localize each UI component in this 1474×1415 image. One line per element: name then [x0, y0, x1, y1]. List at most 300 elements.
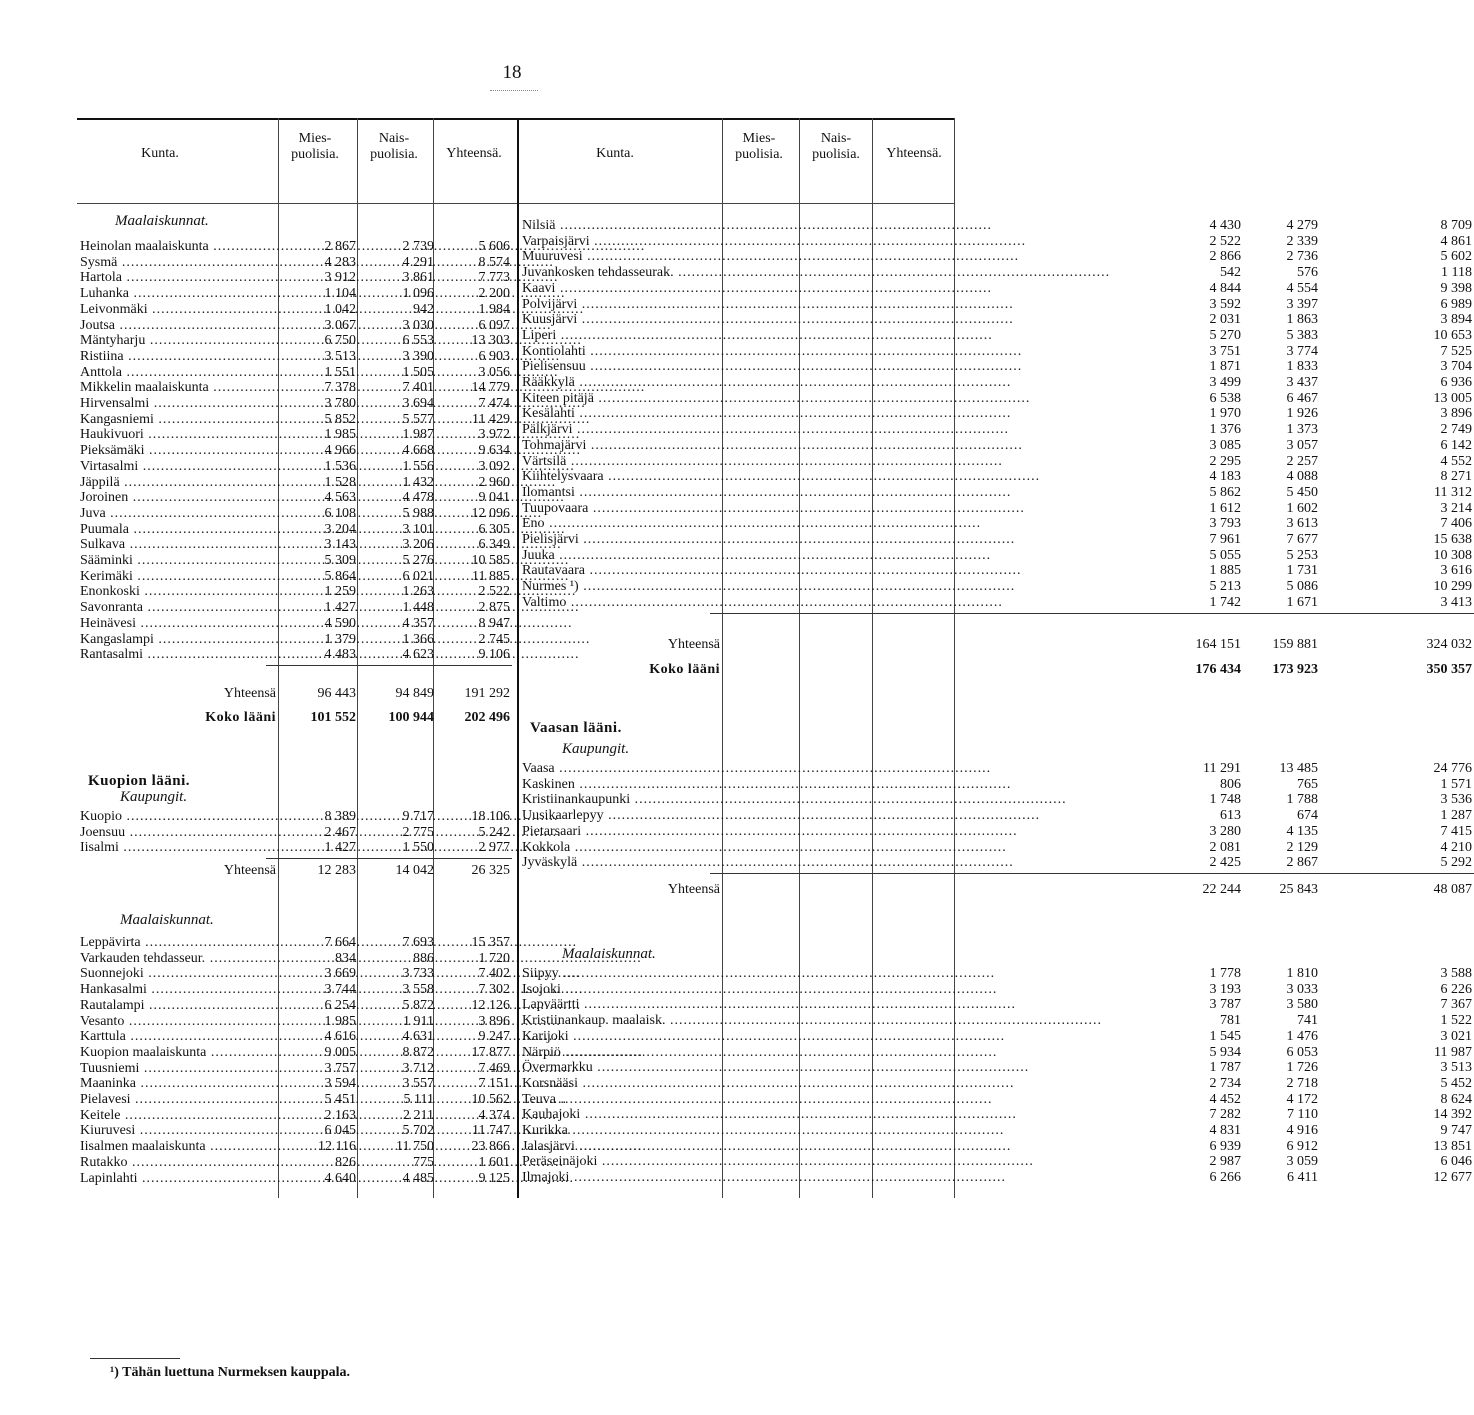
- male-count: 5 852: [324, 411, 356, 427]
- municipality-name: Rutakko .....: [80, 1155, 276, 1170]
- page-number-rule: [490, 90, 538, 91]
- table-row: [522, 1107, 1472, 1123]
- male-count: 1 042: [324, 301, 356, 317]
- table-row: [522, 1028, 1472, 1044]
- total-count: 4 861: [1440, 233, 1472, 249]
- municipality-name: Yhteensä: [667, 637, 720, 652]
- table-row: [80, 840, 515, 855]
- female-count: 4 478: [402, 490, 434, 506]
- female-count: 5 577: [402, 411, 434, 427]
- municipality-name: Kurikka .....: [522, 1123, 720, 1138]
- table-row: [522, 997, 1472, 1013]
- municipality-name: Pielisensuu .....: [522, 359, 720, 374]
- table-row: [522, 1044, 1472, 1060]
- footnote: ¹) Tähän luettuna Nurmeksen kauppala.: [110, 1365, 351, 1380]
- table-row: [522, 1013, 1472, 1029]
- table-row: [522, 280, 1472, 296]
- total-count: 6 989: [1440, 296, 1472, 312]
- total-count: 3 896: [1440, 406, 1472, 422]
- female-count: 1 833: [1286, 359, 1318, 375]
- municipality-name: Kokkola .....: [522, 840, 720, 855]
- total-count: 11 312: [1434, 484, 1472, 500]
- male-count: 3 592: [1209, 296, 1241, 312]
- male-count: 4 283: [324, 254, 356, 270]
- total-count: 3 536: [1440, 792, 1472, 808]
- female-count: 3 733: [402, 966, 434, 982]
- male-count: 4 183: [1209, 469, 1241, 485]
- section-heading: Kuopion lääni.: [88, 773, 191, 789]
- total-count: 202 496: [464, 710, 510, 725]
- total-count: 6 349: [478, 537, 510, 553]
- male-count: 834: [335, 950, 356, 966]
- right-header-kunta: Kunta.: [596, 146, 634, 161]
- total-count: 5 292: [1440, 855, 1472, 871]
- male-count: 826: [335, 1154, 356, 1170]
- total-count: 1 571: [1440, 776, 1472, 792]
- table-row: [80, 616, 515, 631]
- total-count: 10 308: [1433, 547, 1472, 563]
- table-row: [522, 312, 1472, 328]
- table-row: [522, 1091, 1472, 1107]
- total-row: [522, 882, 1472, 897]
- municipality-name: Rantasalmi .....: [80, 647, 276, 662]
- male-count: 3 499: [1209, 375, 1241, 390]
- male-count: 7 378: [324, 380, 356, 396]
- total-count: 1 287: [1440, 808, 1472, 824]
- right-header-miehet: Mies- puolisia.: [735, 131, 783, 162]
- total-count: 3 513: [1440, 1060, 1472, 1076]
- female-count: 4 485: [402, 1170, 434, 1186]
- table-row: [80, 239, 515, 254]
- table-row: [80, 537, 515, 552]
- female-count: 1 863: [1286, 312, 1318, 328]
- table-row: [522, 375, 1472, 390]
- female-count: 4 623: [402, 647, 434, 663]
- total-count: 1 984: [478, 301, 510, 317]
- municipality-name: Hirvensalmi .....: [80, 396, 276, 411]
- municipality-name: Övermarkku .....: [522, 1060, 720, 1075]
- male-count: 5 862: [1209, 484, 1241, 500]
- table-row: [80, 412, 515, 427]
- female-count: 5 702: [402, 1123, 434, 1139]
- male-count: 2 467: [324, 824, 356, 840]
- female-count: 576: [1297, 265, 1318, 281]
- total-count: 17 877: [471, 1044, 510, 1060]
- female-count: 4 554: [1286, 280, 1318, 296]
- male-count: 6 045: [324, 1123, 356, 1139]
- total-count: 9 247: [478, 1029, 510, 1045]
- table-row: [522, 1154, 1472, 1170]
- municipality-name: Mikkelin maalaiskunta .....: [80, 380, 276, 395]
- left-header-miehet: Mies- puolisia.: [291, 131, 339, 162]
- male-count: 806: [1220, 776, 1241, 792]
- municipality-name: Uusikaarlepyy .....: [522, 808, 720, 823]
- left-header-yhteensa: Yhteensä.: [446, 146, 502, 161]
- female-count: 1 731: [1286, 563, 1318, 579]
- table-row: [80, 1155, 515, 1170]
- female-count: 3 557: [402, 1076, 434, 1092]
- male-count: 22 244: [1202, 882, 1241, 897]
- table-row: [522, 390, 1472, 406]
- female-count: 1 476: [1286, 1028, 1318, 1044]
- municipality-name: Peräseinäjoki .....: [522, 1154, 720, 1169]
- table-row: [80, 998, 515, 1013]
- female-count: 3 558: [402, 982, 434, 998]
- male-count: 4 430: [1209, 218, 1241, 233]
- male-count: 1 778: [1209, 966, 1241, 981]
- municipality-name: Ristiina .....: [80, 349, 276, 364]
- female-count: 1 911: [403, 1013, 434, 1029]
- municipality-name: Anttola .....: [80, 365, 276, 380]
- female-count: 2 339: [1286, 233, 1318, 249]
- total-count: 6 936: [1440, 375, 1472, 390]
- section-title: Kaupungit.: [120, 789, 188, 805]
- municipality-name: Kuopio .....: [80, 809, 276, 824]
- male-count: 8 389: [324, 809, 356, 824]
- male-count: 4 563: [324, 490, 356, 506]
- female-count: 6 553: [402, 333, 434, 349]
- male-count: 3 513: [324, 348, 356, 364]
- total-count: 6 226: [1440, 981, 1472, 997]
- total-count: 8 271: [1440, 469, 1472, 485]
- total-count: 9 125: [478, 1170, 510, 1186]
- municipality-name: Kuopion maalaiskunta .....: [80, 1045, 276, 1060]
- page-number: 18: [502, 62, 522, 83]
- total-count: 3 894: [1440, 312, 1472, 328]
- total-count: 3 704: [1440, 359, 1472, 375]
- female-count: 4 631: [402, 1029, 434, 1045]
- female-count: 94 849: [395, 686, 434, 701]
- municipality-name: Isojoki .....: [522, 982, 720, 997]
- table-row: [522, 981, 1472, 997]
- male-count: 2 425: [1209, 855, 1241, 871]
- female-count: 6 912: [1286, 1138, 1318, 1154]
- female-count: 5 450: [1286, 484, 1318, 500]
- male-count: 1 551: [324, 364, 356, 380]
- male-count: 5 055: [1209, 547, 1241, 563]
- female-count: 2 736: [1286, 249, 1318, 265]
- male-count: 3 193: [1209, 981, 1241, 997]
- left-header-rule: [77, 203, 517, 204]
- total-count: 3 588: [1440, 966, 1472, 981]
- male-count: 7 961: [1209, 532, 1241, 547]
- table-row: [80, 569, 515, 584]
- municipality-name: Rautavaara .....: [522, 563, 720, 578]
- left-header-kunta: Kunta.: [141, 146, 179, 161]
- section-title: Kaupungit.: [562, 741, 630, 757]
- municipality-name: Juvankosken tehdasseurak. .....: [522, 265, 720, 280]
- male-count: 2 734: [1209, 1075, 1241, 1091]
- male-count: 2 987: [1209, 1154, 1241, 1170]
- municipality-name: Yhteensä: [223, 686, 276, 701]
- male-count: 5 934: [1209, 1044, 1241, 1060]
- sum-rule: [710, 873, 1474, 874]
- female-count: 4 668: [402, 443, 434, 459]
- total-count: 6 097: [478, 317, 510, 333]
- municipality-name: Närpiö .....: [522, 1045, 720, 1060]
- female-count: 100 944: [388, 710, 434, 725]
- male-count: 11 291: [1203, 761, 1241, 776]
- municipality-name: Kangasniemi .....: [80, 412, 276, 427]
- municipality-name: Savonranta .....: [80, 600, 276, 615]
- female-count: 2 257: [1286, 453, 1318, 469]
- table-row: [522, 594, 1472, 610]
- table-row: [80, 1171, 515, 1186]
- municipality-name: Lapväärtti .....: [522, 997, 720, 1012]
- male-count: 1 787: [1209, 1060, 1241, 1076]
- female-count: 1 432: [402, 474, 434, 490]
- male-count: 1 871: [1209, 359, 1241, 375]
- female-count: 775: [413, 1154, 434, 1170]
- table-row: [80, 459, 515, 474]
- municipality-name: Joroinen .....: [80, 490, 276, 505]
- female-count: 674: [1297, 808, 1318, 824]
- male-count: 1 427: [324, 840, 356, 856]
- female-count: 9 717: [402, 809, 434, 824]
- female-count: 2 129: [1286, 839, 1318, 855]
- total-count: 2 522: [478, 584, 510, 600]
- municipality-name: Varkauden tehdasseur. .....: [80, 951, 276, 966]
- total-count: 3 092: [478, 458, 510, 474]
- female-count: 1 263: [402, 584, 434, 600]
- table-row: [80, 380, 515, 395]
- male-count: 1 536: [324, 458, 356, 474]
- table-row: [522, 823, 1472, 839]
- province-total-row: [522, 662, 1472, 677]
- total-count: 12 096: [471, 505, 510, 521]
- female-count: 1 602: [1286, 500, 1318, 516]
- municipality-name: Kaavi .....: [522, 281, 720, 296]
- total-count: 3 413: [1440, 594, 1472, 610]
- table-row: [522, 855, 1472, 871]
- male-count: 1 612: [1209, 500, 1241, 516]
- municipality-name: Karttula .....: [80, 1029, 276, 1044]
- municipality-name: Jalasjärvi .....: [522, 1139, 720, 1154]
- province-total-row: [80, 710, 515, 725]
- female-count: 1 373: [1286, 422, 1318, 438]
- municipality-name: Heinävesi .....: [80, 616, 276, 631]
- total-count: 6 305: [478, 521, 510, 537]
- table-row: [80, 349, 515, 364]
- female-count: 3 397: [1286, 296, 1318, 312]
- female-count: 6 411: [1287, 1170, 1318, 1186]
- table-row: [522, 966, 1472, 981]
- table-row: [80, 365, 515, 380]
- total-count: 23 866: [471, 1139, 510, 1155]
- male-count: 4 966: [324, 443, 356, 459]
- female-count: 1 366: [402, 631, 434, 647]
- male-count: 3 085: [1209, 437, 1241, 453]
- table-row: [522, 1123, 1472, 1138]
- table-row: [522, 579, 1472, 595]
- municipality-name: Kangaslampi .....: [80, 632, 276, 647]
- table-row: [522, 296, 1472, 312]
- table-row: [80, 825, 515, 840]
- total-count: 3 972: [478, 427, 510, 443]
- table-row: [80, 302, 515, 317]
- female-count: 942: [413, 301, 434, 317]
- total-count: 11 987: [1434, 1044, 1472, 1060]
- total-count: 4 552: [1440, 453, 1472, 469]
- total-count: 1 720: [478, 950, 510, 966]
- table-row: [522, 516, 1472, 532]
- municipality-name: Karijoki .....: [522, 1029, 720, 1044]
- male-count: 2 081: [1209, 839, 1241, 855]
- total-count: 10 299: [1433, 579, 1472, 595]
- male-count: 3 204: [324, 521, 356, 537]
- municipality-name: Iisalmen maalaiskunta .....: [80, 1139, 276, 1154]
- table-row: [522, 359, 1472, 375]
- municipality-name: Värtsilä .....: [522, 454, 720, 469]
- municipality-name: Tuupovaara .....: [522, 501, 720, 516]
- male-count: 6 254: [324, 997, 356, 1013]
- total-count: 191 292: [464, 686, 510, 701]
- municipality-name: Kristiinankaupunki .....: [522, 792, 720, 807]
- table-row: [80, 255, 515, 270]
- female-count: 25 843: [1279, 882, 1318, 897]
- male-count: 5 213: [1209, 579, 1241, 595]
- municipality-name: Leppävirta .....: [80, 935, 276, 950]
- table-row: [80, 951, 515, 966]
- total-count: 4 374: [478, 1107, 510, 1123]
- male-count: 12 283: [317, 863, 356, 878]
- total-count: 4 210: [1440, 839, 1472, 855]
- section-title: Maalaiskunnat.: [115, 213, 209, 229]
- total-count: 8 709: [1440, 218, 1472, 233]
- total-count: 13 851: [1433, 1138, 1472, 1154]
- total-count: 7 406: [1440, 516, 1472, 532]
- municipality-name: Sysmä .....: [80, 255, 276, 270]
- total-count: 10 562: [471, 1092, 510, 1107]
- male-count: 6 108: [324, 505, 356, 521]
- male-count: 4 844: [1209, 280, 1241, 296]
- male-count: 3 780: [324, 396, 356, 411]
- municipality-name: Puumala .....: [80, 522, 276, 537]
- male-count: 1 427: [324, 600, 356, 616]
- female-count: 3 101: [402, 521, 434, 537]
- male-count: 3 594: [324, 1076, 356, 1092]
- female-count: 14 042: [395, 863, 434, 878]
- total-count: 6 903: [478, 348, 510, 364]
- female-count: 7 110: [1287, 1107, 1318, 1123]
- municipality-name: Nilsiä .....: [522, 218, 720, 233]
- municipality-name: Koko lääni: [649, 662, 720, 677]
- municipality-name: Kiteen pitäjä .....: [522, 391, 720, 406]
- municipality-name: Tohmajärvi .....: [522, 438, 720, 453]
- female-count: 5 253: [1286, 547, 1318, 563]
- female-count: 159 881: [1272, 637, 1318, 652]
- table-row: [80, 1123, 515, 1138]
- male-count: 7 664: [324, 935, 356, 950]
- table-row: [522, 265, 1472, 281]
- total-count: 2 749: [1440, 422, 1472, 438]
- municipality-name: Vesanto .....: [80, 1014, 276, 1029]
- total-count: 2 960: [478, 474, 510, 490]
- female-count: 3 580: [1286, 997, 1318, 1013]
- female-count: 1 926: [1286, 406, 1318, 422]
- total-count: 10 653: [1433, 327, 1472, 343]
- total-count: 14 779: [471, 380, 510, 396]
- municipality-name: Ilomantsi .....: [522, 485, 720, 500]
- municipality-name: Yhteensä: [223, 863, 276, 878]
- table-row: [80, 632, 515, 647]
- municipality-name: Suonnejoki .....: [80, 966, 276, 981]
- total-count: 9 747: [1440, 1123, 1472, 1138]
- table-row: [80, 286, 515, 301]
- male-count: 4 616: [324, 1029, 356, 1045]
- male-count: 3 787: [1209, 997, 1241, 1013]
- female-count: 6 021: [402, 568, 434, 584]
- female-count: 3 694: [402, 396, 434, 411]
- total-count: 12 126: [471, 997, 510, 1013]
- total-count: 14 392: [1433, 1107, 1472, 1123]
- total-count: 3 214: [1440, 500, 1472, 516]
- table-row: [80, 584, 515, 599]
- total-count: 7 525: [1440, 343, 1472, 359]
- table-row: [80, 1045, 515, 1060]
- table-row: [522, 437, 1472, 453]
- total-count: 7 302: [478, 982, 510, 998]
- male-count: 2 163: [324, 1107, 356, 1123]
- total-count: 7 415: [1440, 823, 1472, 839]
- male-count: 1 379: [324, 631, 356, 647]
- total-count: 2 875: [478, 600, 510, 616]
- table-row: [80, 966, 515, 981]
- male-count: 2 866: [1209, 249, 1241, 265]
- female-count: 1 810: [1286, 966, 1318, 981]
- municipality-name: Rääkkylä .....: [522, 375, 720, 390]
- total-count: 7 773: [478, 270, 510, 286]
- male-count: 5 864: [324, 568, 356, 584]
- total-count: 8 624: [1440, 1091, 1472, 1107]
- total-count: 10 585: [471, 553, 510, 568]
- female-count: 2 775: [402, 824, 434, 840]
- section-title: Maalaiskunnat.: [562, 946, 656, 962]
- municipality-name: Kauhajoki .....: [522, 1107, 720, 1122]
- table-row: [522, 249, 1472, 265]
- table-row: [522, 453, 1472, 469]
- female-count: 173 923: [1272, 662, 1318, 677]
- table-row: [80, 333, 515, 348]
- total-count: 6 142: [1440, 437, 1472, 453]
- female-count: 1 550: [402, 840, 434, 856]
- table-row: [80, 427, 515, 442]
- table-row: [80, 1092, 515, 1107]
- female-count: 5 276: [402, 553, 434, 568]
- total-count: 324 032: [1426, 637, 1472, 652]
- municipality-name: Jäppilä .....: [80, 475, 276, 490]
- municipality-name: Luhanka .....: [80, 286, 276, 301]
- table-row: [522, 792, 1472, 808]
- table-row: [522, 1170, 1472, 1186]
- municipality-name: Haukivuori .....: [80, 427, 276, 442]
- sum-rule: [710, 613, 1474, 614]
- female-count: 11 750: [396, 1139, 434, 1155]
- municipality-name: Leivonmäki .....: [80, 302, 276, 317]
- female-count: 1 096: [402, 286, 434, 302]
- male-count: 613: [1220, 808, 1241, 824]
- municipality-name: Vaasa .....: [522, 761, 720, 776]
- female-count: 4 135: [1286, 823, 1318, 839]
- male-count: 6 939: [1209, 1138, 1241, 1154]
- municipality-name: Hartola .....: [80, 270, 276, 285]
- male-count: 3 143: [324, 537, 356, 553]
- total-count: 5 602: [1440, 249, 1472, 265]
- female-count: 5 111: [403, 1092, 434, 1107]
- municipality-name: Pielavesi .....: [80, 1092, 276, 1107]
- table-row: [522, 327, 1472, 343]
- male-count: 3 280: [1209, 823, 1241, 839]
